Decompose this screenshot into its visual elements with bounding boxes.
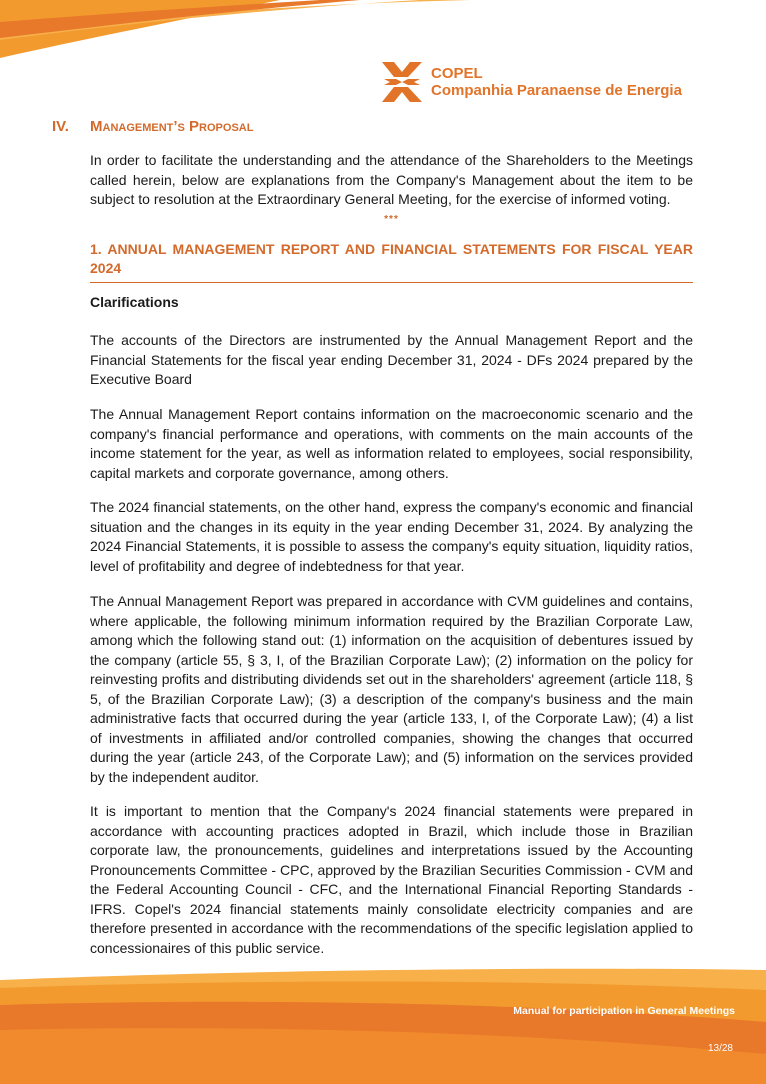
- brand-full-name: Companhia Paranaense de Energia: [431, 82, 682, 99]
- topic-heading: 1. ANNUAL MANAGEMENT REPORT AND FINANCIAL STATEMENTS FOR FISCAL YEAR 2024: [90, 240, 693, 283]
- section-number: IV.: [52, 118, 69, 135]
- page-number: 13/28: [707, 1043, 733, 1054]
- section-title: Management’s Proposal: [90, 118, 254, 135]
- copel-logo-icon: [380, 60, 424, 104]
- footer-title: Manual for participation in General Meetings: [513, 1005, 735, 1017]
- paragraph-4-block: [90, 592, 693, 787]
- paragraph: The Annual Management Report contains information on the macroeconomic scenario and the company's financial performance and operations, with comments on the main accounts of the income statement for the year, as well as information related to employees, social responsibility, capital markets and corporate governance, among others.: [90, 406, 693, 481]
- section-heading: [52, 118, 253, 135]
- intro-block: [90, 151, 693, 210]
- paragraph: The 2024 financial statements, on the other hand, express the company's economic and financial situation and the changes in its equity in the year ending December 31, 2024. By analyzing the 2024 Financial Statements, it is possible to assess the company's equity situation, liquidity ratios, level of profitability and degree of indebtedness for that year.: [90, 499, 693, 574]
- company-logo: [380, 60, 690, 104]
- paragraph-2-block: [90, 405, 693, 483]
- paragraph: The Annual Management Report was prepared in accordance with CVM guidelines and contains, where applicable, the following minimum information required by the Brazilian Corporate Law, among which the following stand out: (1) information on the acquisition of debentures issued by the company (article 55, § 3, I, of the Brazilian Corporate Law); (2) information on the policy for reinvesting profits and distributing dividends set out in the shareholders' agreement (article 118, § 5, of the Brazilian Corporate Law); (3) a description of the company's business and the main administrative facts that occurred during the year (article 133, I, of the Corporate Law); (4) a list of investments in affiliated and/or controlled companies, showing the changes that occurred during the year (article 243, of the Corporate Law); and (5) information on the services provided by the independent auditor.: [90, 593, 693, 785]
- paragraph: The accounts of the Directors are instrumented by the Annual Management Report and the Financial Statements for the fiscal year ending December 31, 2024 - DFs 2024 prepared by the Executive Board: [90, 332, 693, 387]
- footer-decoration: [0, 960, 766, 1084]
- separator: ***: [384, 214, 399, 225]
- paragraph: It is important to mention that the Company's 2024 financial statements were prepared in accordance with accounting practices adopted in Brazil, which include those in Brazilian corporate law, the pronouncements, guidelines and interpretations issued by the Accounting Pronouncements Committee - CPC, approved by the Brazilian Securities Commission - CVM and the Federal Accounting Council - CFC, and the International Financial Reporting Standards - IFRS. Copel's 2024 financial statements mainly consolidate electricity companies and are therefore presented in accordance with the recommendations of the specific legislation applied to concessionaires of this public service.: [90, 803, 693, 956]
- paragraph-5-block: [90, 802, 693, 958]
- brand-name: COPEL: [431, 65, 483, 82]
- intro-paragraph: In order to facilitate the understanding and the attendance of the Shareholders to the Meetings called herein, below are explanations from the Company's Management about the item to be subject to resolution at the Extraordinary General Meeting, for the exercise of informed voting.: [90, 152, 693, 207]
- paragraph-1-block: [90, 331, 693, 390]
- paragraph-3-block: [90, 498, 693, 576]
- clarifications-label: Clarifications: [90, 294, 179, 310]
